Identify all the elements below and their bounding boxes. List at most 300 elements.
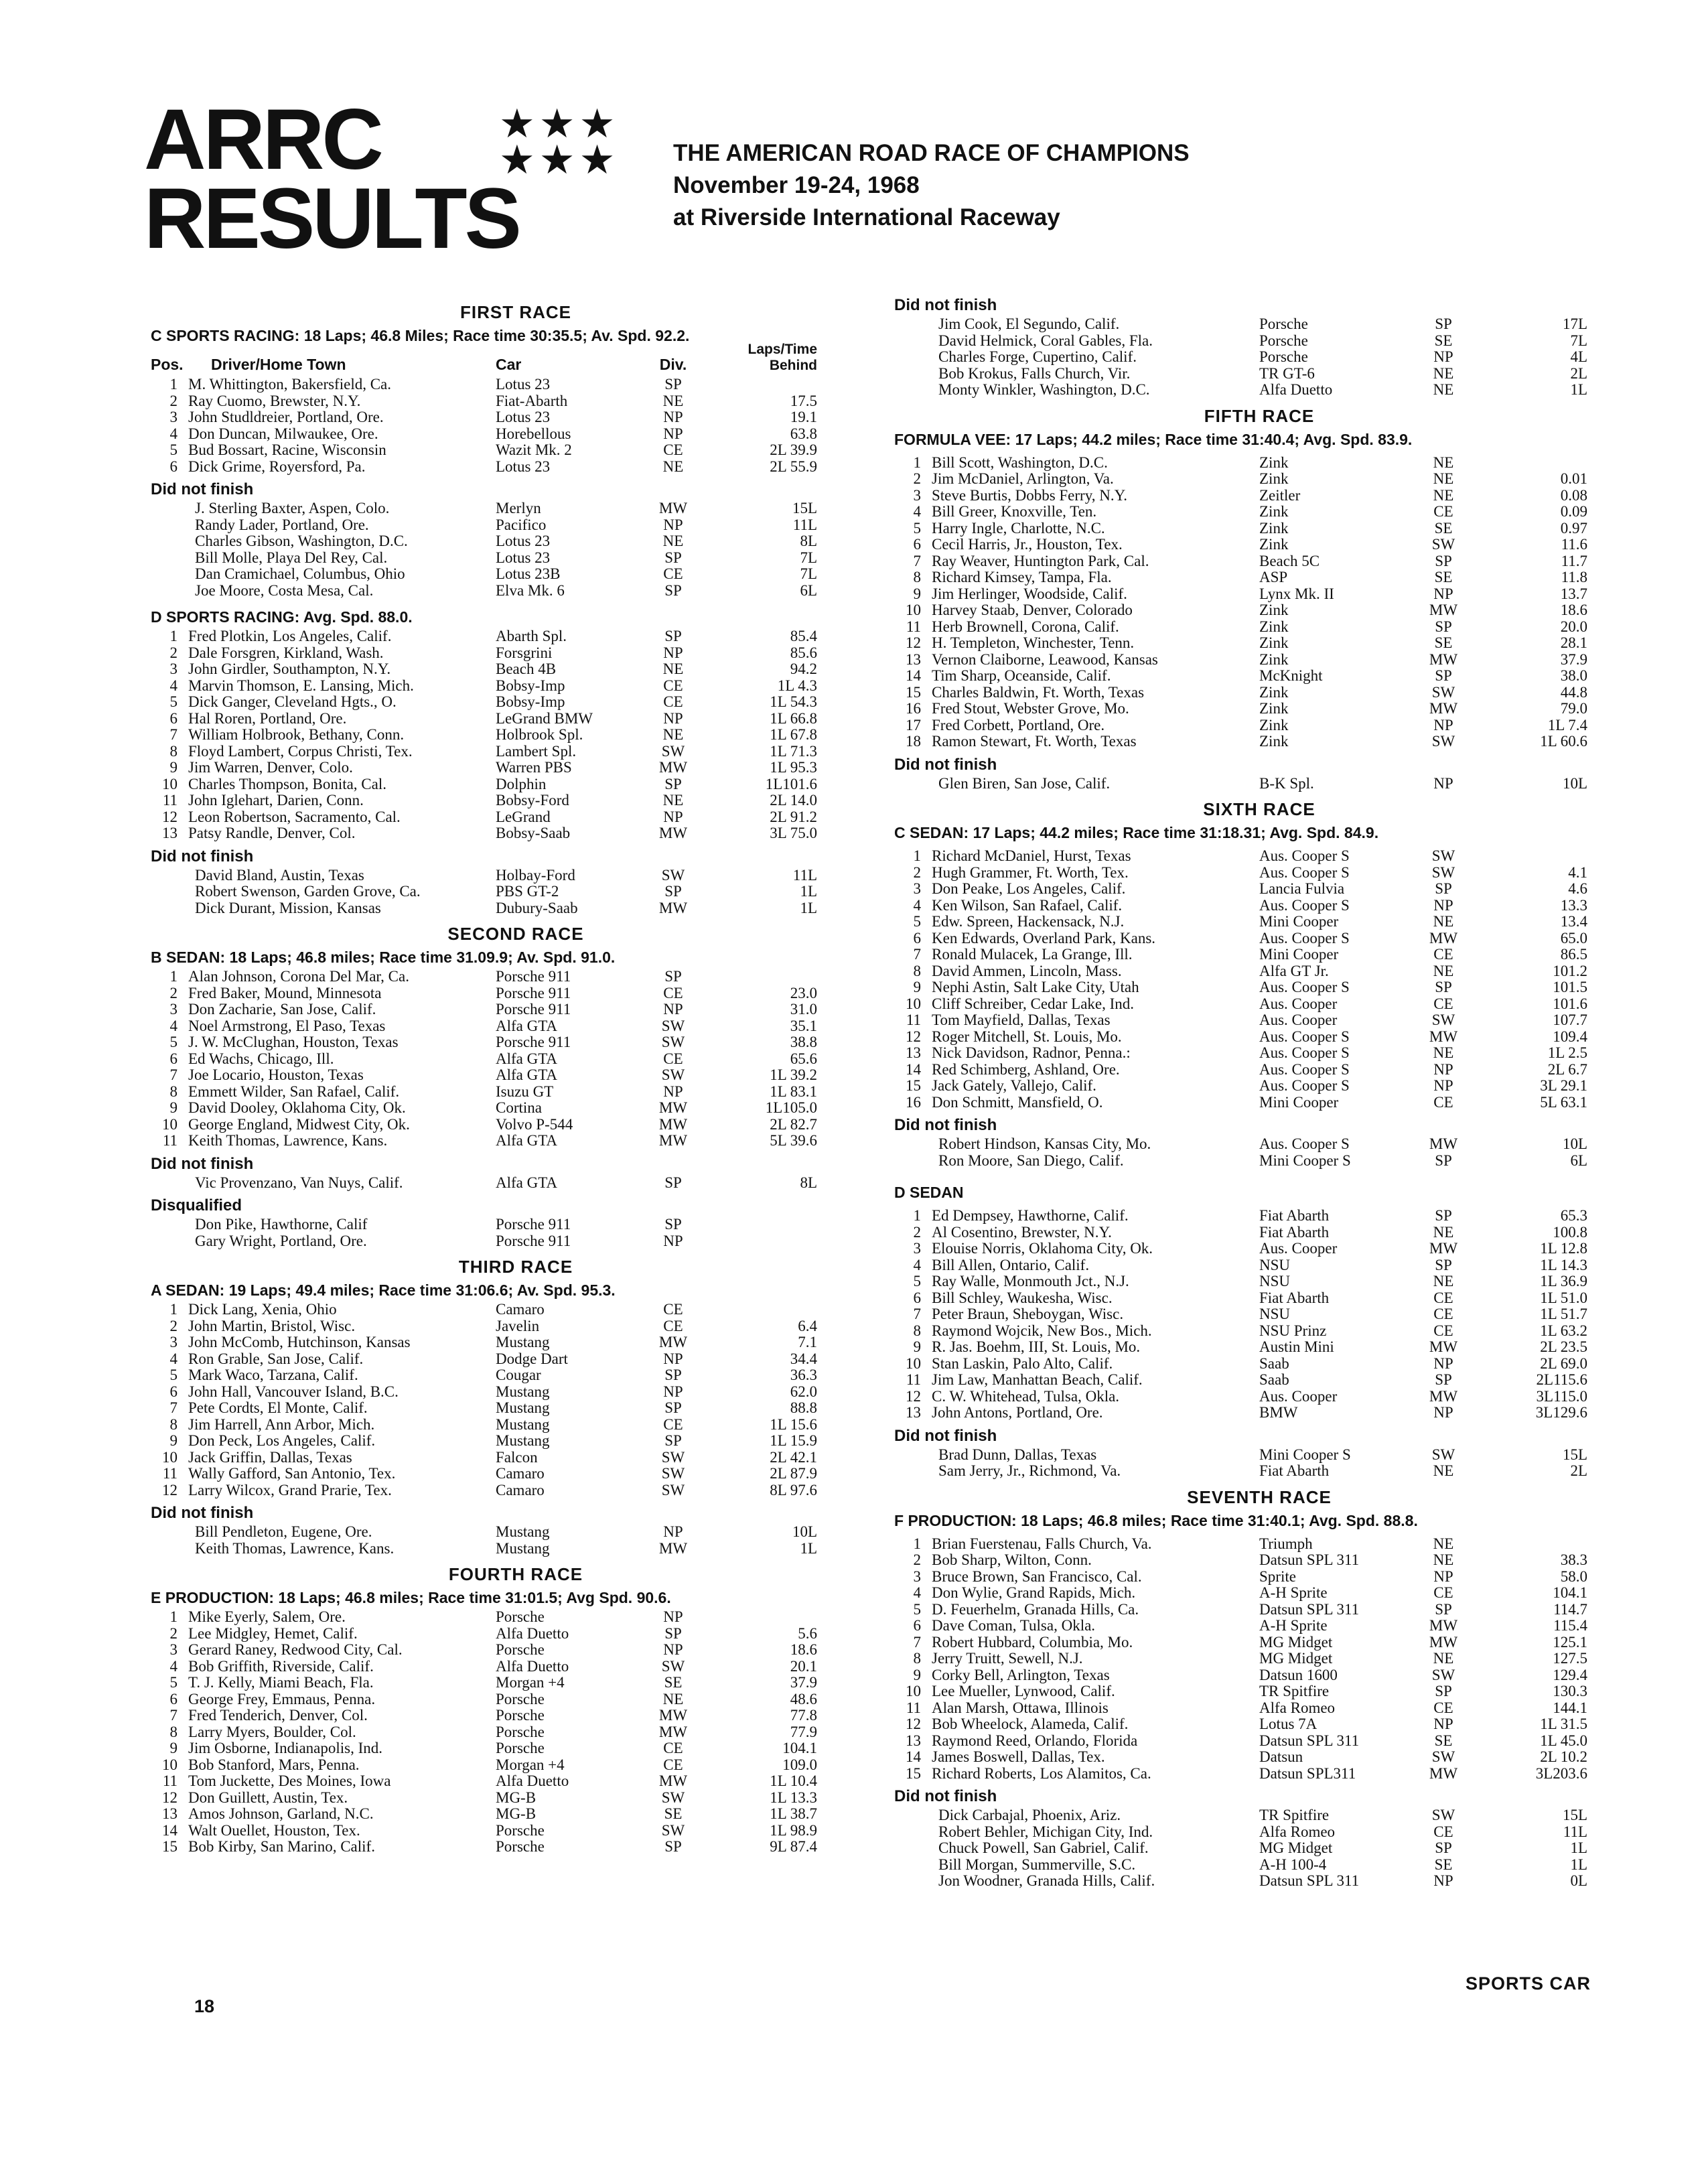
driver-hometown: Mike Eyerly, Salem, Ore. [188,1609,346,1626]
result-row [894,1045,1624,1062]
car: Porsche [496,1839,545,1856]
laps-time-behind: 35.1 [790,1017,817,1034]
result-row [894,1618,1624,1634]
division: SE [1434,519,1453,537]
car: Alfa Romeo [1259,1823,1336,1840]
division: SE [1434,1856,1453,1873]
dnf-row [894,1857,1624,1874]
car: Isuzu GT [496,1083,554,1100]
car: Fiat-Abarth [496,393,568,409]
car: Mustang [496,1400,550,1417]
driver-hometown: Patsy Randle, Denver, Col. [188,825,356,842]
division: MW [1429,1764,1458,1782]
division: MW [658,500,688,517]
result-row [894,1389,1624,1405]
position: 15 [162,1838,177,1856]
dnf-row [894,776,1624,792]
car: Alfa GT Jr. [1259,963,1329,979]
result-row [894,1273,1624,1290]
division: NP [663,1001,683,1018]
division: NP [663,1383,683,1400]
laps-behind: 10L [792,1523,817,1541]
car: Alfa GTA [496,1050,558,1067]
position: 2 [913,470,921,488]
result-row [151,1757,881,1774]
dnf-row [151,500,881,517]
driver-hometown: Jim Warren, Denver, Colo. [188,760,353,776]
car: MG-B [496,1789,537,1806]
laps-time-behind: 58.0 [1560,1567,1587,1585]
driver-hometown: Marvin Thomson, E. Lansing, Mich. [188,677,414,694]
result-row [894,717,1624,734]
division: SW [1431,863,1455,881]
division: NE [662,660,684,678]
laps-behind: 1L [800,1539,817,1557]
car: Cortina [496,1100,542,1117]
result-row [894,1667,1624,1684]
position: 6 [169,709,177,727]
division: SP [664,581,682,599]
result-row [151,1450,881,1466]
position: 4 [913,1584,921,1602]
position: 2 [169,1624,177,1642]
result-row [151,1724,881,1741]
car: Camaro [496,1466,545,1482]
laps-time-behind: 31.0 [790,1001,817,1018]
dnf-row [894,1840,1624,1857]
position: 10 [906,1354,921,1372]
division: SP [1435,979,1452,996]
laps-time-behind: 20.1 [790,1657,817,1675]
laps-time-behind: 2L 69.0 [1540,1354,1587,1372]
driver-hometown: Richard Roberts, Los Alamitos, Ca. [932,1765,1151,1782]
laps-time-behind: 11.7 [1561,552,1587,569]
driver-hometown: Joe Moore, Costa Mesa, Cal. [195,582,374,599]
laps-behind: 7L [800,549,817,566]
division: SP [1435,667,1452,685]
laps-time-behind: 2L 82.7 [770,1115,817,1133]
result-row [894,1062,1624,1078]
position: 4 [913,896,921,914]
division: SW [661,1465,685,1482]
result-row [151,985,881,1002]
position: 1 [913,1535,921,1552]
position: 8 [913,962,921,979]
driver-hometown: Vernon Claiborne, Leawood, Kansas [932,651,1158,668]
position: 6 [169,1050,177,1067]
laps-time-behind: 1L 60.6 [1540,733,1587,750]
car: Porsche 911 [496,1233,571,1249]
position: 13 [906,1732,921,1749]
position: 11 [162,1465,177,1482]
division: NE [662,1690,684,1707]
result-row [894,652,1624,669]
result-row [894,1585,1624,1602]
laps-time-behind: 38.0 [1560,667,1587,685]
laps-behind: 11L [792,516,817,533]
laps-time-behind: 130.3 [1553,1683,1587,1700]
car: Horebellous [496,425,571,442]
position: 7 [169,726,177,744]
position: 12 [906,634,921,652]
driver-hometown: Raymond Wojcik, New Bos., Mich. [932,1322,1152,1339]
driver-hometown: Al Cosentino, Brewster, N.Y. [932,1224,1112,1241]
laps-time-behind: 5L 63.1 [1540,1093,1587,1111]
driver-hometown: Fred Plotkin, Los Angeles, Calif. [188,628,392,645]
stars-ornament: ★★★ ★★★ [499,100,620,184]
dnf-row [151,1233,881,1250]
laps-time-behind: 34.4 [790,1350,817,1367]
driver-hometown: Dan Cramichael, Columbus, Ohio [195,566,405,583]
laps-time-behind: 109.0 [782,1756,817,1773]
result-row [894,1602,1624,1618]
results-list [151,969,881,1149]
car: Datsun SPL 311 [1259,1873,1360,1890]
car: Wazit Mk. 2 [496,442,572,459]
header-laps: Laps/Time Behind [748,342,817,373]
car: Mustang [496,1334,550,1351]
car: Camaro [496,1302,545,1318]
driver-hometown: David Ammen, Lincoln, Mass. [932,963,1122,979]
car: Triumph [1259,1535,1313,1552]
car: LeGrand [496,809,551,825]
division: MW [658,1707,688,1724]
position: 14 [906,1748,921,1766]
dnf-label: Did not finish [894,1426,997,1445]
car: Sprite [1259,1568,1296,1585]
result-row [894,963,1624,980]
division: CE [1433,1584,1453,1602]
position: 7 [913,1306,921,1323]
car: MG Midget [1259,1651,1333,1667]
laps-time-behind: 3L 75.0 [770,825,817,842]
driver-hometown: David Bland, Austin, Texas [195,867,364,884]
driver-hometown: Dale Forsgren, Kirkland, Wash. [188,644,384,661]
dnf-row [894,366,1624,382]
car: Datsun 1600 [1259,1667,1338,1683]
car: Morgan +4 [496,1756,565,1773]
driver-hometown: Ed Dempsey, Hawthorne, Calif. [932,1208,1129,1225]
car: NSU [1259,1257,1291,1273]
division: NP [1433,896,1453,914]
laps-time-behind: 17.5 [790,392,817,409]
driver-hometown: Jerry Truitt, Sewell, N.J. [932,1651,1083,1667]
laps-behind: 10L [1562,1135,1587,1153]
laps-time-behind: 63.8 [790,425,817,442]
class-heading: B SEDAN: 18 Laps; 46.8 miles; Race time 31.09.9; Av. Spd. 91.0. [151,949,616,966]
position: 9 [169,1740,177,1757]
position: 3 [913,1240,921,1257]
laps-time-behind: 65.3 [1560,1207,1587,1225]
division: NE [1433,453,1454,471]
position: 12 [162,808,177,825]
result-row [894,1078,1624,1095]
car: McKnight [1259,668,1323,685]
result-row [151,969,881,985]
dnf-row [894,1873,1624,1890]
division: MW [1429,1617,1458,1634]
driver-hometown: Harvey Staab, Denver, Colorado [932,602,1133,619]
driver-hometown: Edw. Spreen, Hackensack, N.J. [932,914,1125,930]
division: CE [1433,1322,1453,1339]
position: 1 [169,376,177,393]
division: SP [664,1216,682,1233]
dnf-label: Did not finish [151,847,254,865]
car: NSU Prinz [1259,1322,1327,1339]
car: Alfa Duetto [496,1773,569,1790]
driver-hometown: Glen Biren, San Jose, Calif. [938,775,1111,792]
driver-hometown: Fred Baker, Mound, Minnesota [188,985,382,1001]
car: TR Spitfire [1259,1683,1330,1700]
position: 6 [913,1617,921,1634]
division: SW [661,1821,685,1839]
car: Dubury-Saab [496,900,578,916]
division: SP [664,1367,682,1384]
driver-hometown: Robert Behler, Michigan City, Ind. [938,1823,1153,1840]
laps-time-behind: 104.1 [1553,1584,1587,1602]
position: 3 [913,486,921,504]
laps-time-behind: 1L 51.7 [1540,1306,1587,1323]
car: Abarth Spl. [496,628,567,645]
driver-hometown: Dick Lang, Xenia, Ohio [188,1302,337,1318]
division: MW [1429,1135,1458,1153]
position: 14 [906,1060,921,1078]
result-row [894,586,1624,603]
position: 5 [913,1600,921,1618]
division: SW [1431,536,1455,553]
laps-time-behind: 1L 38.7 [770,1805,817,1823]
result-row [151,678,881,695]
laps-time-behind: 1L 36.9 [1540,1273,1587,1290]
laps-time-behind: 1L 10.4 [770,1772,817,1790]
result-row [894,1339,1624,1356]
car: Aus. Cooper [1259,1388,1338,1405]
dnf-list [151,500,881,599]
laps-time-behind: 37.9 [1560,650,1587,668]
result-row [894,1257,1624,1274]
driver-hometown: Bob Sharp, Wilton, Conn. [932,1552,1092,1569]
laps-behind: 7L [800,565,817,583]
driver-hometown: Jim Cook, El Segundo, Calif. [938,316,1120,333]
position: 3 [913,1567,921,1585]
driver-hometown: Bud Bossart, Racine, Wisconsin [188,442,386,459]
division: SW [661,866,685,884]
division: MW [658,899,688,916]
result-row [894,881,1624,898]
driver-hometown: Tom Mayfield, Dallas, Texas [932,1012,1111,1029]
driver-hometown: Harry Ingle, Charlotte, N.C. [932,520,1105,537]
driver-hometown: Ron Grable, San Jose, Calif. [188,1350,364,1367]
division: SP [1435,880,1452,898]
laps-time-behind: 1L 98.9 [770,1821,817,1839]
header-driver: Driver/Home Town [211,356,346,373]
division: NP [1433,1077,1453,1095]
laps-behind: 11L [792,866,817,884]
driver-hometown: Peter Braun, Sheboygan, Wisc. [932,1306,1124,1323]
division: SW [661,742,685,760]
driver-hometown: Randy Lader, Portland, Ore. [195,516,369,533]
division: SW [1431,1748,1455,1766]
class-heading: D SPORTS RACING: Avg. Spd. 88.0. [151,608,413,626]
car: Porsche 911 [496,1216,571,1233]
driver-hometown: M. Whittington, Bakersfield, Ca. [188,376,392,393]
right-column [894,295,1624,1890]
laps-time-behind: 107.7 [1553,1011,1587,1029]
result-row [894,1634,1624,1651]
dnf-list [151,867,881,917]
laps-time-behind: 114.7 [1553,1600,1587,1618]
dnf-row [151,1175,881,1192]
result-row [151,393,881,410]
results-list [894,848,1624,1111]
driver-hometown: Don Wylie, Grand Rapids, Mich. [932,1585,1136,1602]
driver-hometown: Red Schimberg, Ashland, Ore. [932,1061,1120,1078]
division: SW [1431,733,1455,750]
position: 8 [913,1322,921,1339]
division: NP [1433,1060,1453,1078]
division: NE [1433,1650,1454,1667]
position: 7 [169,1707,177,1724]
car: Zink [1259,537,1289,553]
result-row [894,1095,1624,1111]
dnf-label: Did not finish [894,755,997,774]
position: 2 [169,1317,177,1334]
driver-hometown: Robert Swenson, Garden Grove, Ca. [195,884,421,900]
car: Porsche 911 [496,1034,571,1051]
driver-hometown: George Frey, Emmaus, Penna. [188,1691,376,1707]
class-heading: F PRODUCTION: 18 Laps; 46.8 miles; Race time 31:40.1; Avg. Spd. 88.8. [894,1511,1418,1529]
position: 5 [913,1273,921,1290]
laps-time-behind: 1L 67.8 [770,726,817,744]
result-row [894,619,1624,636]
division: CE [1433,946,1453,963]
division: CE [1433,1699,1453,1716]
driver-hometown: Bob Wheelock, Alameda, Calif. [932,1716,1129,1733]
dnf-list [151,1524,881,1557]
laps-time-behind: 100.8 [1553,1223,1587,1241]
laps-time-behind: 13.7 [1560,585,1587,602]
car: Aus. Cooper S [1259,897,1350,914]
driver-hometown: Hugh Grammer, Ft. Worth, Tex. [932,864,1129,881]
driver-hometown: Emmett Wilder, San Rafael, Calif. [188,1083,400,1100]
division: SP [664,1174,682,1191]
division: NE [1433,1551,1454,1569]
driver-hometown: Larry Myers, Boulder, Col. [188,1724,356,1740]
division: NP [1433,1567,1453,1585]
division: MW [1429,700,1458,717]
dnf-row [151,517,881,534]
position: 11 [162,1772,177,1790]
position: 2 [913,1223,921,1241]
laps-time-behind: 2L 91.2 [770,808,817,825]
laps-time-behind: 3L 29.1 [1540,1077,1587,1095]
driver-hometown: Bill Morgan, Summerville, S.C. [938,1856,1136,1873]
car: TR GT-6 [1259,365,1315,382]
driver-hometown: Bruce Brown, San Francisco, Cal. [932,1568,1142,1585]
dnf-row [151,900,881,917]
driver-hometown: Brad Dunn, Dallas, Texas [938,1446,1097,1463]
result-row [151,825,881,842]
driver-hometown: Sam Jerry, Jr., Richmond, Va. [938,1463,1121,1480]
result-row [151,809,881,826]
laps-time-behind: 1L 4.3 [777,677,817,694]
division: SW [661,1789,685,1806]
laps-behind: 1L [800,883,817,900]
car: Cougar [496,1367,541,1384]
driver-hometown: Bill Pendleton, Eugene, Ore. [195,1524,372,1541]
race-title: SIXTH RACE [1203,799,1315,819]
laps-time-behind: 86.5 [1560,946,1587,963]
car: Zink [1259,701,1289,717]
driver-hometown: Dick Carbajal, Phoenix, Ariz. [938,1807,1121,1824]
laps-time-behind: 38.3 [1560,1551,1587,1569]
division: NP [663,1523,683,1541]
driver-hometown: Alan Johnson, Corona Del Mar, Ca. [188,969,409,985]
driver-hometown: Jim Herlinger, Woodside, Calif. [932,585,1127,602]
results-list [894,455,1624,750]
driver-hometown: Bill Molle, Playa Del Rey, Cal. [195,549,388,566]
position: 18 [906,733,921,750]
division: NE [1433,486,1454,504]
results-list [894,1208,1624,1421]
position: 12 [906,1387,921,1405]
car: Zink [1259,717,1289,734]
car: Lotus 7A [1259,1716,1318,1733]
position: 6 [913,1289,921,1306]
subtitle-event: THE AMERICAN ROAD RACE OF CHAMPIONS [673,140,1190,166]
subtitle [673,137,1190,234]
position: 13 [162,1805,177,1823]
car: Zink [1259,454,1289,471]
car: Aus. Cooper S [1259,1045,1350,1062]
driver-hometown: Nick Davidson, Radnor, Penna.: [932,1045,1131,1062]
position: 8 [169,1083,177,1100]
position: 7 [169,1399,177,1417]
division: NE [662,458,684,475]
driver-hometown: J. Sterling Baxter, Aspen, Colo. [195,500,390,517]
laps-time-behind: 101.5 [1553,979,1587,996]
car: Camaro [496,1482,545,1498]
laps-time-behind: 20.0 [1560,618,1587,635]
division: CE [663,565,683,583]
division: MW [1429,1338,1458,1356]
driver-hometown: Dick Grime, Royersford, Pa. [188,458,366,475]
driver-hometown: R. Jas. Boehm, III, St. Louis, Mo. [932,1339,1141,1356]
driver-hometown: Don Peck, Los Angeles, Calif. [188,1433,376,1450]
driver-hometown: Don Duncan, Milwaukee, Ore. [188,425,378,442]
driver-hometown: Don Peake, Los Angeles, Calif. [932,881,1126,898]
driver-hometown: Bob Stanford, Mars, Penna. [188,1756,360,1773]
laps-time-behind: 115.4 [1553,1617,1587,1634]
laps-time-behind: 2L 39.9 [770,441,817,459]
dnf-row [894,1447,1624,1464]
position: 6 [169,458,177,475]
position: 4 [169,1017,177,1034]
title-results: RESULTS [144,171,519,267]
driver-hometown: Corky Bell, Arlington, Texas [932,1667,1110,1683]
position: 11 [906,1371,921,1389]
division: SW [1431,1011,1455,1029]
laps-time-behind: 129.4 [1553,1666,1587,1683]
subtitle-venue: at Riverside International Raceway [673,204,1060,230]
laps-time-behind: 2L 55.9 [770,458,817,475]
division: MW [658,825,688,842]
car: Dolphin [496,776,547,792]
car: ASP [1259,569,1288,586]
result-row [894,1700,1624,1717]
result-row [151,1806,881,1823]
result-row [894,455,1624,472]
